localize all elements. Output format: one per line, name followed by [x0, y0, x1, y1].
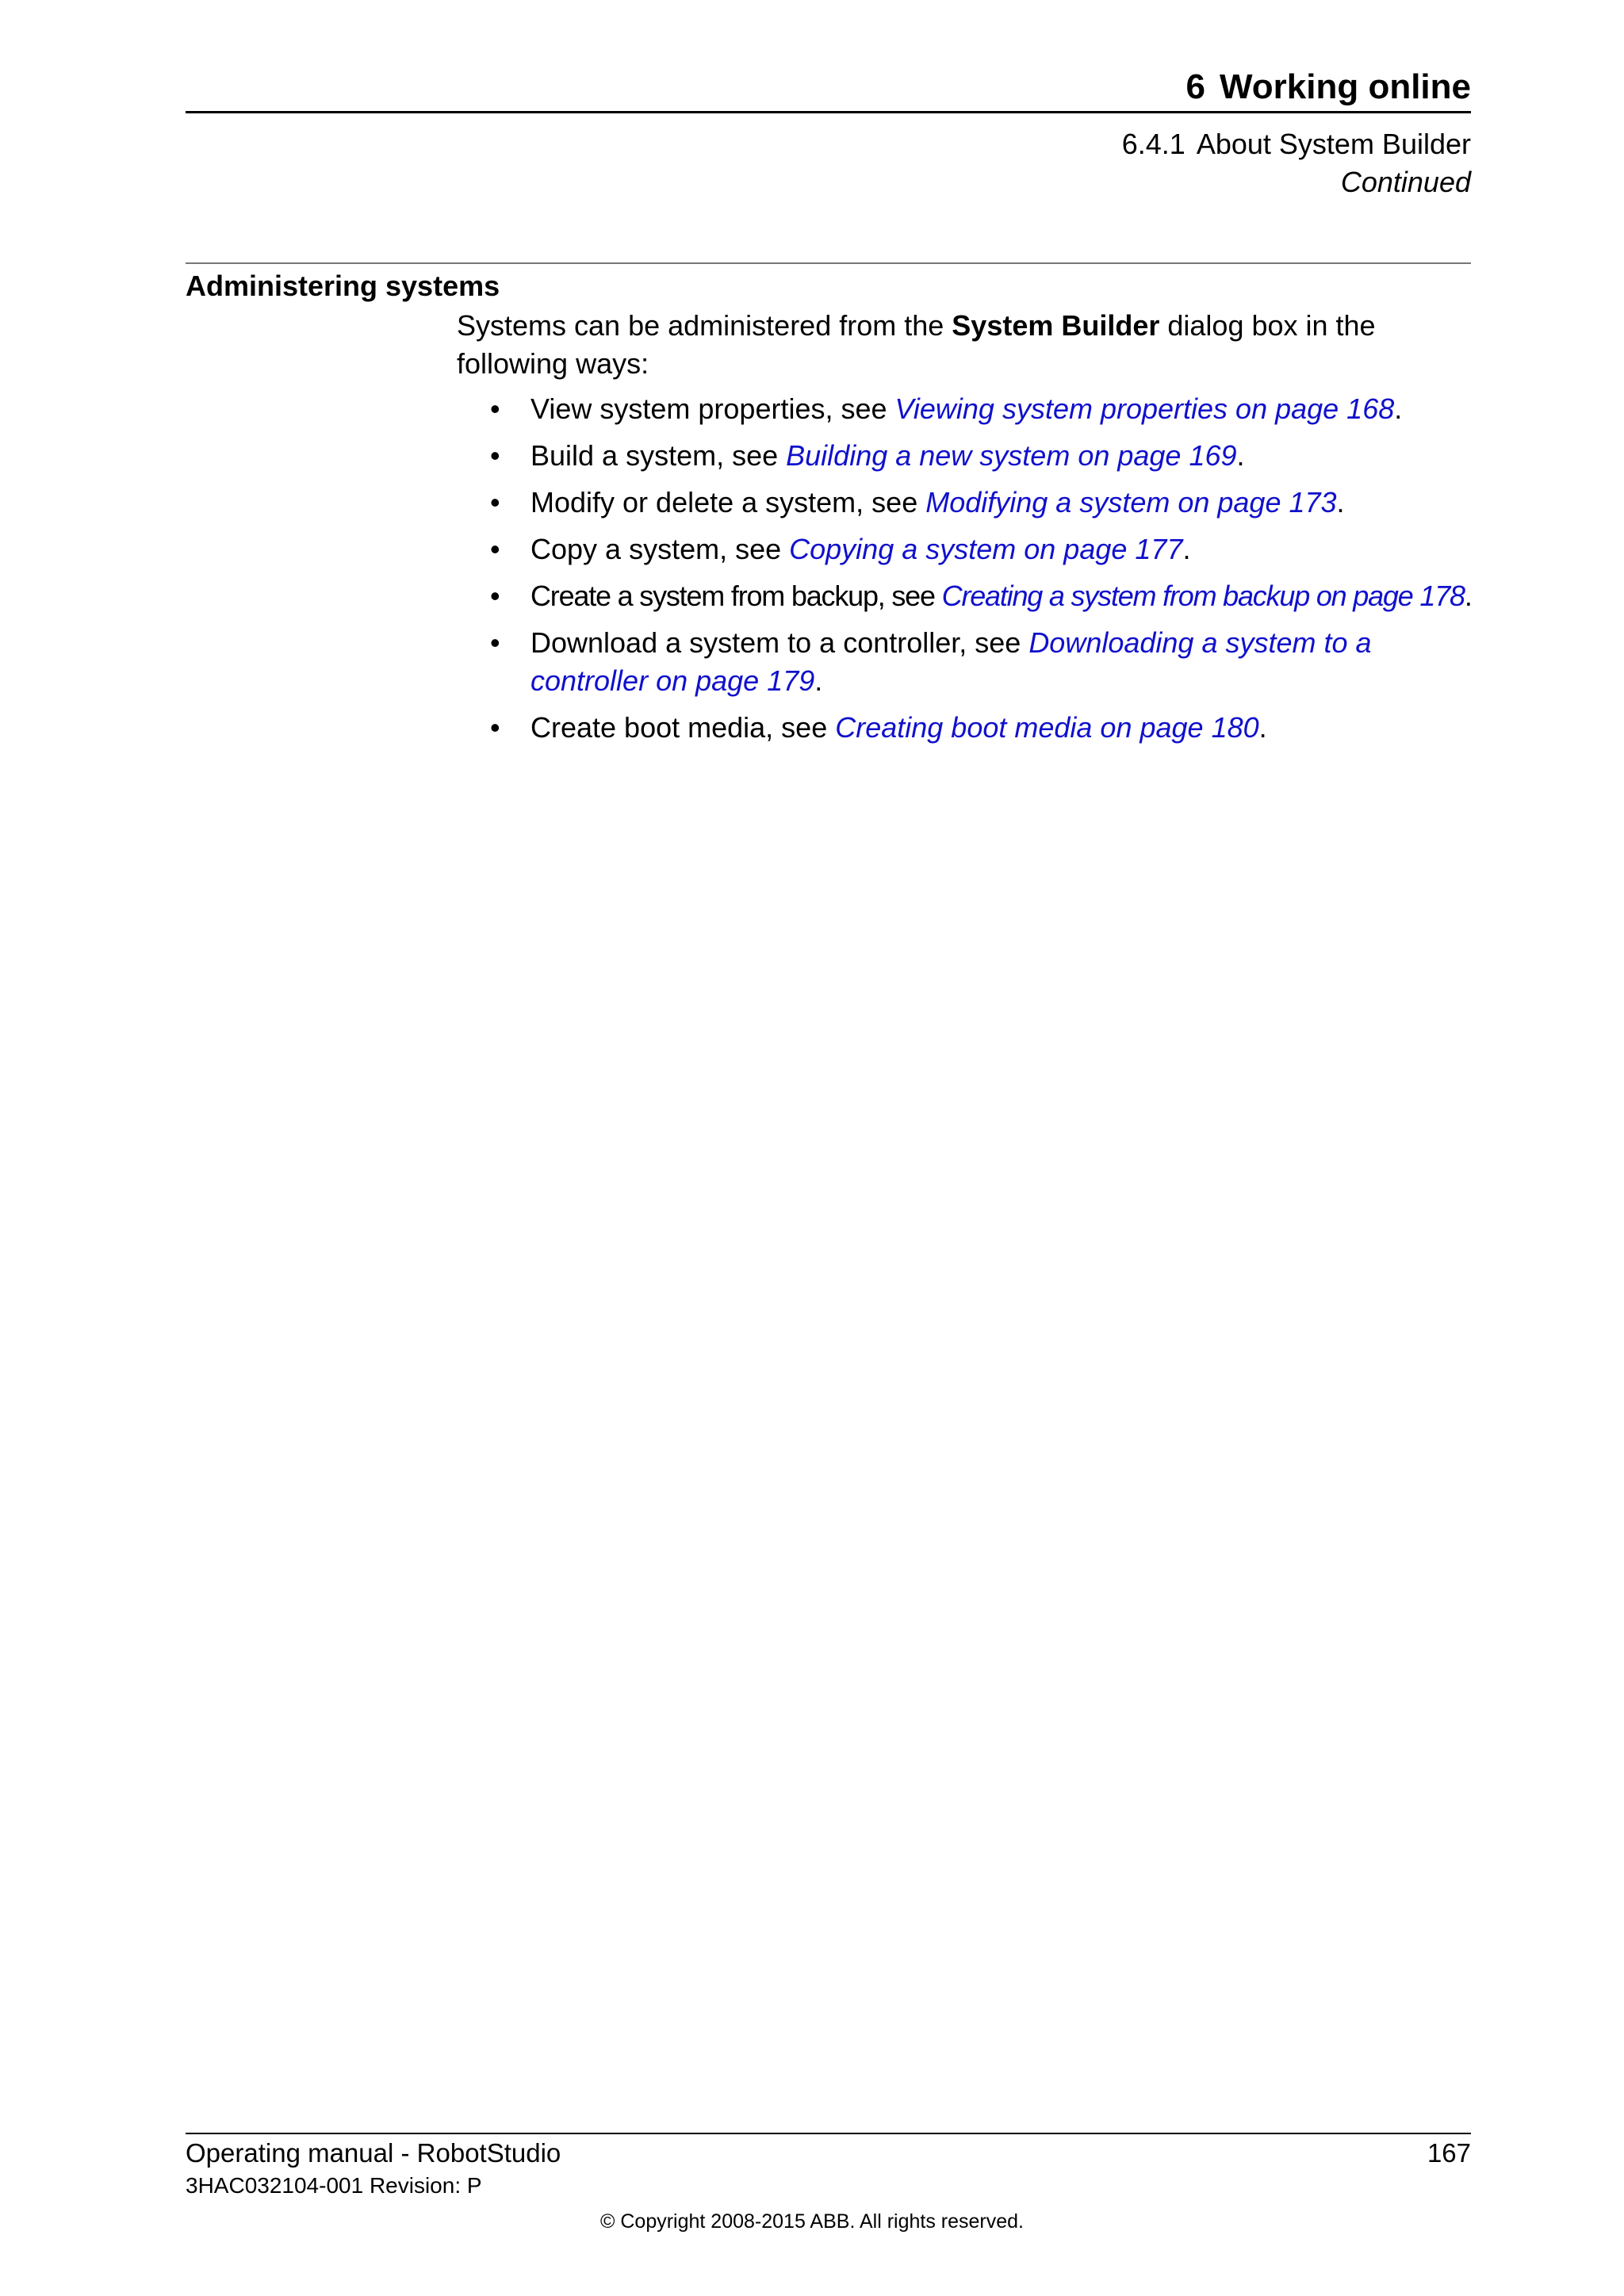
section-heading: Administering systems: [186, 270, 500, 302]
section-reference: [1122, 125, 1471, 163]
bullet-icon: •: [490, 626, 500, 659]
list-item-text: View system properties, see: [530, 392, 895, 425]
link-downloading-system[interactable]: Downloading a system to a controller on page 179: [530, 626, 1372, 697]
intro-paragraph: [457, 307, 1477, 383]
bullet-icon: •: [490, 486, 500, 519]
bullet-icon: •: [490, 439, 500, 472]
bullet-icon: •: [490, 711, 500, 744]
list-item-text: Modify or delete a system, see: [530, 486, 926, 519]
chapter-title: [1186, 65, 1471, 109]
header-rule: [186, 111, 1471, 113]
bullet-icon: •: [490, 580, 500, 612]
chapter-number: 6: [1185, 67, 1206, 106]
list-item-build-system: [457, 437, 1480, 475]
list-item-punctuation: .: [814, 664, 823, 697]
list-item-create-from-backup: [457, 577, 1480, 615]
list-item-download-system: [457, 624, 1480, 700]
footer-rule: [186, 2133, 1471, 2134]
link-building-new-system[interactable]: Building a new system on page 169: [786, 439, 1237, 472]
list-item-copy-system: [457, 530, 1480, 568]
section-name: About System Builder: [1196, 128, 1471, 160]
list-item-punctuation: .: [1394, 392, 1403, 425]
list-item-text: Create boot media, see: [530, 711, 836, 744]
continued-label: Continued: [1340, 166, 1471, 198]
footer-copyright: © Copyright 2008-2015 ABB. All rights reserved.: [600, 2210, 1024, 2233]
chapter-name: Working online: [1220, 67, 1471, 106]
list-item-modify-delete-system: [457, 484, 1480, 522]
bullet-icon: •: [490, 533, 500, 565]
list-item-create-boot-media: [457, 709, 1480, 747]
intro-text-start: Systems can be administered from the: [457, 309, 952, 342]
link-creating-boot-media[interactable]: Creating boot media on page 180: [835, 711, 1259, 744]
list-item-text: Build a system, see: [530, 439, 787, 472]
section-rule: [186, 262, 1471, 264]
list-item-punctuation: .: [1464, 580, 1472, 612]
list-item-view-properties: [457, 390, 1480, 428]
list-item-punctuation: .: [1182, 533, 1191, 565]
footer-page-number: 167: [1427, 2138, 1471, 2168]
administration-list: [457, 390, 1480, 756]
list-item-text: Create a system from backup, see: [530, 580, 942, 612]
intro-bold-term: System Builder: [952, 309, 1160, 342]
intro-text-end: dialog box in the following ways:: [457, 309, 1376, 380]
link-creating-system-from-backup[interactable]: Creating a system from backup on page 178: [941, 580, 1465, 612]
list-item-punctuation: .: [1236, 439, 1245, 472]
section-number: 6.4.1: [1121, 128, 1185, 160]
link-copying-system[interactable]: Copying a system on page 177: [789, 533, 1183, 565]
link-modifying-system[interactable]: Modifying a system on page 173: [925, 486, 1337, 519]
list-item-text: Download a system to a controller, see: [530, 626, 1029, 659]
list-item-text: Copy a system, see: [530, 533, 790, 565]
link-viewing-system-properties[interactable]: Viewing system properties on page 168: [894, 392, 1395, 425]
footer-document-id: 3HAC032104-001 Revision: P: [186, 2173, 482, 2198]
footer-manual-title: Operating manual - RobotStudio: [186, 2138, 561, 2168]
bullet-icon: •: [490, 392, 500, 425]
list-item-punctuation: .: [1336, 486, 1345, 519]
list-item-punctuation: .: [1258, 711, 1267, 744]
